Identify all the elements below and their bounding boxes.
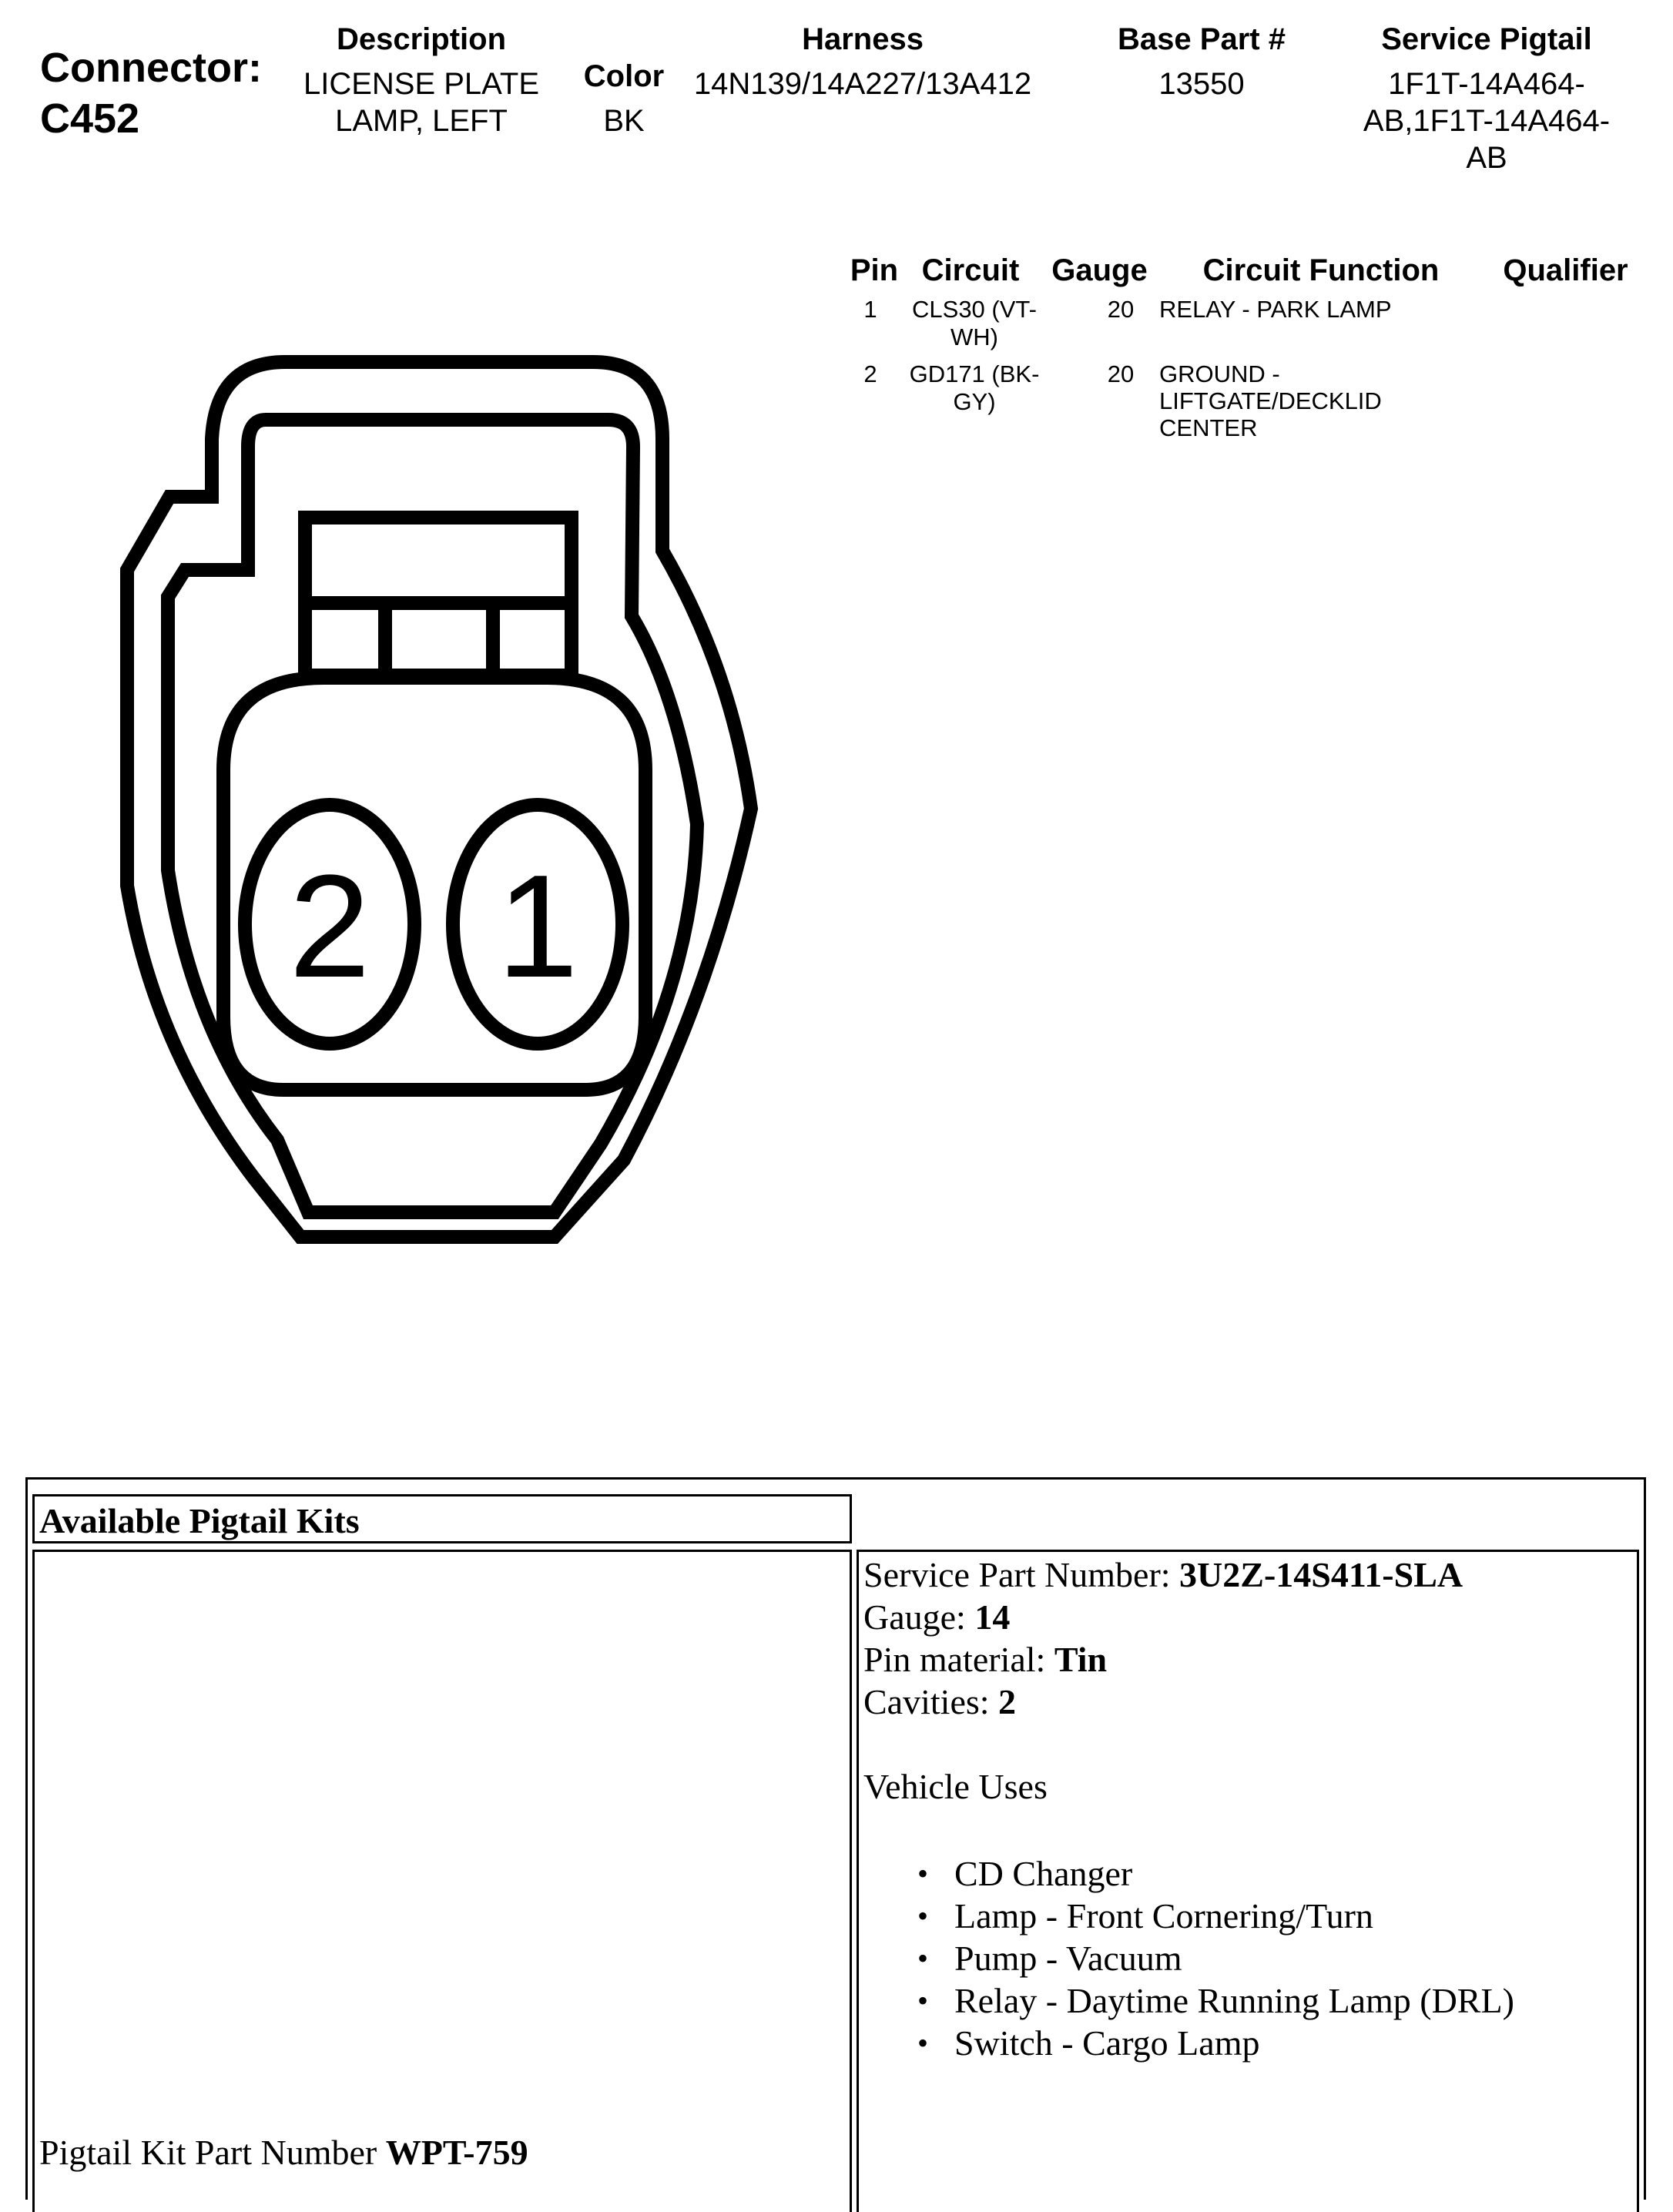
gauge-value: 20	[1107, 296, 1135, 323]
gauge-column-header: Gauge	[1051, 253, 1148, 287]
pigtail-image-cell	[32, 1550, 852, 2212]
pin-material	[863, 1638, 1107, 1681]
pigtail-kit-part-number	[39, 2131, 528, 2173]
cavities-value: 2	[998, 1682, 1017, 1721]
table-row	[840, 296, 1648, 357]
circuit-line-2: GY)	[953, 388, 996, 415]
list-item: • Pump - Vacuum	[859, 1937, 1629, 1979]
table-row	[840, 360, 1648, 445]
cavity-2-number: 2	[289, 845, 370, 1008]
circuit-function-line-1: RELAY - PARK LAMP	[1159, 296, 1392, 323]
pin-column-header: Pin	[850, 253, 899, 287]
list-item: • Lamp - Front Cornering/Turn	[859, 1895, 1629, 1937]
base-part-value: 13550	[1158, 67, 1245, 101]
service-pigtail-header: Service Pigtail	[1381, 22, 1592, 56]
pigtail-details-cell	[857, 1550, 1639, 2212]
description-header: Description	[336, 22, 507, 56]
vehicle-uses-heading: Vehicle Uses	[863, 1767, 1048, 1806]
list-item: • Switch - Cargo Lamp	[859, 2022, 1629, 2064]
kit-gauge-value: 14	[974, 1597, 1011, 1637]
connector-label: Connector:	[40, 45, 262, 91]
circuit-line-1: GD171 (BK-	[909, 360, 1040, 387]
description-line-2: LAMP, LEFT	[335, 104, 508, 138]
qualifier-column-header: Qualifier	[1503, 253, 1628, 287]
circuit-function-line-2: LIFTGATE/DECKLID	[1159, 387, 1382, 414]
pigtail-kits-title: Available Pigtail Kits	[39, 1501, 360, 1540]
list-item: • CD Changer	[859, 1852, 1629, 1895]
description-line-1: LICENSE PLATE	[303, 67, 540, 101]
kit-gauge-label: Gauge:	[863, 1597, 975, 1637]
service-part-value: 3U2Z-14S411-SLA	[1179, 1555, 1463, 1594]
circuit-line-1: CLS30 (VT-	[912, 296, 1037, 323]
pin-material-value: Tin	[1054, 1640, 1108, 1679]
cavity-1-number: 1	[497, 845, 578, 1008]
circuit-function-column-header: Circuit Function	[1202, 253, 1440, 287]
color-value: BK	[603, 104, 645, 138]
service-part-number	[863, 1553, 1463, 1596]
vehicle-uses-list	[859, 1852, 1629, 2064]
pigtail-kits-title-cell	[32, 1494, 852, 1543]
circuit-line-2: WH)	[950, 323, 998, 350]
pigtail-kit-value: WPT-759	[385, 2133, 528, 2172]
list-item: • Relay - Daytime Running Lamp (DRL)	[859, 1979, 1629, 2022]
harness-header: Harness	[802, 22, 924, 56]
circuit-function-line-1: GROUND -	[1159, 360, 1280, 387]
circuit-function-line-3: CENTER	[1159, 414, 1258, 441]
harness-value: 14N139/14A227/13A412	[693, 67, 1032, 101]
color-header: Color	[583, 59, 665, 93]
service-pigtail-line-3: AB	[1466, 141, 1507, 175]
service-pigtail-line-2: AB,1F1T-14A464-	[1363, 104, 1611, 138]
gauge-value: 20	[1107, 360, 1135, 387]
pin-material-label: Pin material:	[863, 1640, 1054, 1679]
service-pigtail-line-1: 1F1T-14A464-	[1388, 67, 1585, 101]
connector-id: C452	[40, 96, 140, 142]
kit-gauge	[863, 1596, 1010, 1638]
pigtail-kit-label: Pigtail Kit Part Number	[39, 2133, 386, 2172]
cavities-label: Cavities:	[863, 1682, 999, 1721]
circuit-column-header: Circuit	[921, 253, 1020, 287]
connector-face-diagram	[116, 347, 770, 1255]
pin-number: 1	[863, 296, 877, 323]
base-part-header: Base Part #	[1118, 22, 1286, 56]
pin-number: 2	[863, 360, 877, 387]
service-part-label: Service Part Number:	[863, 1555, 1180, 1594]
cavities	[863, 1681, 1016, 1723]
